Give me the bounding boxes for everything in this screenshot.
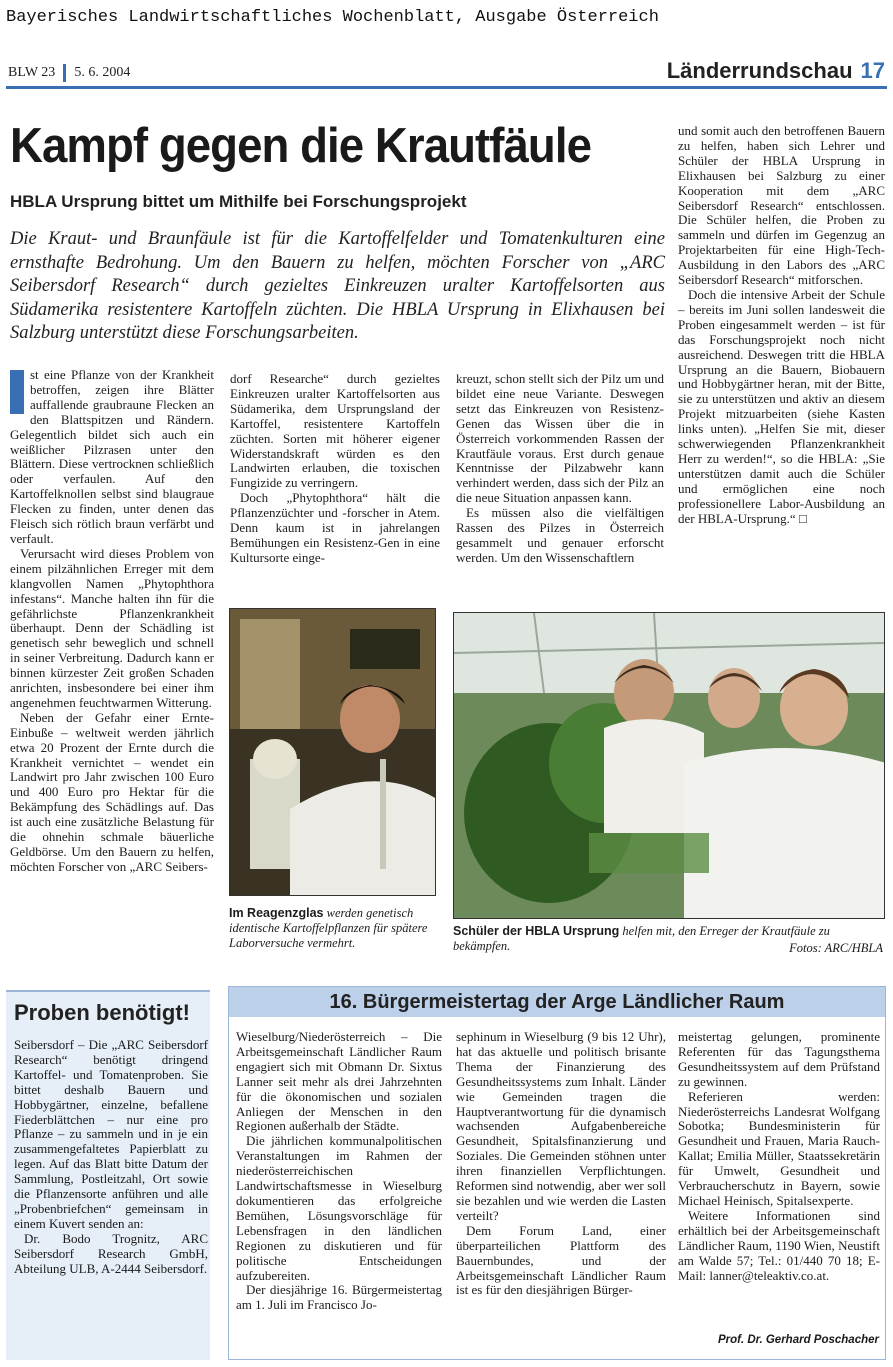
event-paragraph: meistertag gelungen, prominente Referenten für das Tagungsthema Gesundheitssystem auf dem Prüfstand zu gewinnen.: [678, 1029, 880, 1089]
article-subhead: HBLA Ursprung bittet um Mithilfe bei Forschungsprojekt: [10, 192, 467, 211]
event-title: 16. Bürgermeistertag der Arge Ländlicher Raum: [229, 987, 885, 1017]
caption-right-lead: Schüler der HBLA Ursprung: [453, 924, 620, 938]
article-paragraph: und somit auch den betroffenen Bauern zu helfen, haben sich Lehrer und Schüler der HBLA Ursprung in Elixhausen bei Salzburg zu einer Kooperation mit dem „ARC Seibersdorf Research“ entschlossen. Die Schüler helfen, die Proben zu sammeln und dürfen im Gegenzug an Projektarbeiten für eine High-Tech-Ausbildung in den Labors des „ARC Seibersdorf Research“ mitforschen.: [678, 123, 885, 288]
event-paragraph: Referieren werden: Niederösterreichs Landesrat Wolfgang Sobotka; Bundesministerin für Gesundheit und Frauen, Maria Rauch-Kallat; Emilia Müller, Staatssekretärin für Umwelt, Gesundheit und Verbraucherschutz in Bayern, sowie Michael Heinisch, Spitalsexperte.: [678, 1088, 880, 1208]
header-divider: [63, 64, 66, 82]
author-signature: Prof. Dr. Gerhard Poschacher: [717, 1334, 879, 1346]
caption-left-text: werden genetisch identische Kartoffelpflanzen für spätere Laborversuche vermehrt.: [229, 906, 428, 950]
caption-left-lead: Im Reagenzglas: [229, 906, 324, 920]
event-paragraph: Weitere Informationen sind erhältlich bei der Arbeitsgemeinschaft Ländlicher Raum, 1190 Wien, Neustift am Walde 57; Tel.: 01/440 70 18; E-Mail: lanner@teleaktiv.co.at.: [678, 1207, 880, 1283]
article-paragraph: kreuzt, schon stellt sich der Pilz um und bildet eine neue Variante. Deswegen setzt das Einkreuzen von Resistenz-Genen das Wissen über die in Österreich vorkommenden Rassen der Krautfäule voraus. Erst durch genaue Kenntnisse der Pilzabwehr kann verhindert werden, dass sich der Pilz an die neue Situation anpassen kann.: [456, 371, 664, 506]
article-paragraph: Doch die intensive Arbeit der Schule – bereits im Juni sollen landesweit die Proben eingesammelt werden – ist für das Forschungsprojekt noch nicht ausreichend. Deswegen tritt die HBLA Ursprung an die Bauern, Biobauern und Hobbygärtner heran, mit der Bitte, sie zu unterstützen und aktiv an diesem Projekt mitzuarbeiten (siehe Kasten links unten). „Helfen Sie mit, dieser schwerwiegenden Pflanzenkrankheit Herr zu werden!“, so die HBLA: „Sie unterstützen damit auch die Schüler und ermöglichen eine noch professionellere Labor-Ausbildung an der HBLA-Ursprung.“ □: [678, 286, 885, 526]
event-paragraph: Dem Forum Land, einer überparteilichen Plattform des Bauernbundes, und der Arbeitsgemeinschaft Ländlicher Raum ist es für den diesjährigen Bürger-: [456, 1222, 666, 1298]
page-header-right: [667, 58, 885, 84]
article-lead: Die Kraut- und Braunfäule ist für die Kartoffelfelder und Tomatenkulturen eine ernsthafte Bedrohung. Um den Bauern zu helfen, möchten Forscher von „ARC Seibersdorf Research“ durch gezieltes Einkreuzen uralter Kartoffelsorten aus Südamerika resistentere Kartoffeln züchten. Die HBLA Ursprung in Elixhausen bei Salzburg unterstützt diese Forschungsarbeiten.: [10, 229, 665, 343]
article-paragraph: dorf Researche“ durch gezieltes Einkreuzen uralter Kartoffelsorten aus Südamerika, dem Ursprungsland der Kartoffel, resistentere Kartoffeln züchten. Sorten mit höherer eigener Widerstandskraft würden es den Landwirten erlauben, die toxischen Fungizide zu verringern.: [230, 371, 440, 491]
issue-date: 5. 6. 2004: [74, 65, 131, 80]
event-column-2: [456, 1030, 666, 1298]
event-paragraph: Der diesjährige 16. Bürgermeistertag am 1. Juli im Francisco Jo-: [236, 1282, 442, 1313]
article-paragraph: Doch „Phytophthora“ hält die Pflanzenzüchter und -forscher in Atem. Denn kaum ist in jahrelangen Bemühungen ein Resistenz-Gen in eine Kultursorte einge-: [230, 490, 440, 565]
article-paragraph: Neben der Gefahr einer Ernte-Einbuße – weltweit werden jährlich etwa 20 Prozent der Ernte durch die Krankheit vernichtet – wendet ein Landwirt pro Jahr zwischen 100 Euro und 400 Euro pro Hektar für die Bekämpfung des Schädlings auf. Das ist auch eine zusätzliche Belastung für die ohnehin schmale bäuerliche Geldbörse. Um den Bauern zu helfen, möchten Forscher von „ARC Seibers-: [10, 709, 214, 874]
issue-number: BLW 23: [8, 65, 56, 80]
article-paragraph: st eine Pflanze von der Krankheit betroffen, zeigen ihre Blätter auffallende graubraune Flecken an den Blattspitzen und Rändern. Gelegentlich bildet sich auch ein weißlicher Pilzrasen unter den Blättern. Diese vertrocknen schließlich oder verfaulen. Auf den Kartoffelknollen selbst sind blaugraue Flecken zu finden, unter denen das Fleisch sich rötlich braun verfärbt und verfault.: [10, 367, 214, 546]
sample-request-address: Dr. Bodo Trognitz, ARC Seibersdorf Research GmbH, Abteilung ULB, A-2444 Seibersdorf.: [14, 1230, 208, 1276]
sample-request-title: Proben benötigt!: [14, 1000, 190, 1025]
article-headline: Kampf gegen die Krautfäule: [10, 119, 591, 173]
photo-lab-student: [229, 608, 436, 896]
article-paragraph: Es müssen also die vielfältigen Rassen des Pilzes in Österreich gesammelt und genauer erforscht werden. Um den Wissenschaftlern: [456, 505, 664, 565]
event-column-3: [678, 1030, 880, 1283]
sample-request-box: [6, 990, 210, 1360]
caption-right-text: helfen mit, den Erreger der Krautfäule zu bekämpfen.: [453, 924, 830, 953]
sample-request-paragraph: Seibersdorf – Die „ARC Seibersdorf Research“ benötigt dringend Kartoffel- und Tomatenproben. Sie bittet deshalb Bauern und Hobbygärtner, einzelne, befallene Fiederblättchen – nur eine pro Pflanze – zu sammeln und in je ein zusammengefaltetes Papierblatt zu legen. Auf das Blatt bitte Datum der Sammlung, Postleitzahl, Ort sowie die Pflanzensorte anführen und alle „Probenbriefchen“ gemeinsam in einem Kuvert senden an:: [14, 1037, 208, 1231]
photo-credit: Fotos: ARC/HBLA: [789, 941, 883, 955]
event-paragraph: Wieselburg/Niederösterreich – Die Arbeitsgemeinschaft Ländlicher Raum engagiert sich mit Obmann Dr. Sixtus Lanner seit mehr als drei Jahrzehnten für die ökonomischen und sozialen Anliegen der Menschen in den Regionen außerhalb der Städte.: [236, 1029, 442, 1134]
sample-request-text: [14, 1038, 208, 1277]
article-column-2: [230, 372, 440, 566]
source-title: Bayerisches Landwirtschaftliches Wochenblatt, Ausgabe Österreich: [6, 8, 659, 27]
photo-lab-illustration: [230, 609, 436, 896]
page-header-left: [8, 64, 130, 82]
photo-greenhouse-illustration: [454, 613, 885, 919]
drop-cap: [10, 370, 24, 414]
article-column-3: [456, 372, 664, 566]
photo-students-plants: [453, 612, 885, 919]
caption-left: [229, 906, 436, 951]
section-name: Länderrundschau: [666, 58, 853, 83]
header-rule: [6, 86, 887, 89]
event-column-1: [236, 1030, 442, 1313]
article-column-4: [678, 124, 885, 526]
event-paragraph: Die jährlichen kommunalpolitischen Veranstaltungen im Rahmen der niederösterreichischen Landwirtschaftsmesse in Wieselburg dokumentieren das erfolgreiche Bemühen, Lösungsvorschläge für Lebensfragen in den ländlichen Regionen zu diskutieren und für politische Entscheidungen aufzubereiten.: [236, 1133, 442, 1283]
article-paragraph: Verursacht wird dieses Problem von einem pilzähnlichen Erreger mit dem klangvollen Namen „Phytophthora infestans“. Manche halten ihn für die gefährlichste Pflanzenkrankheit überhaupt. Denn der Schädling ist genetisch sehr beweglich und schnell in seiner Verbreitung. Dadurch kann er binnen kürzester Zeit großen Schaden anrichten, insbesondere bei einer ihm angenehmen feuchtwarmen Witterung.: [10, 545, 214, 710]
page-number: 17: [860, 58, 885, 83]
event-paragraph: sephinum in Wieselburg (9 bis 12 Uhr), hat das aktuelle und politisch brisante Thema der Finanzierung des Gesundheitssystems zum Inhalt. Länder wie Gemeinden tragen die Hauptverantwortung für die dynamisch wachsenden Aufgabenbereiche Gesundheit, Spitalsfinanzierung und Soziales. Die Gemeinden stöhnen unter ihren finanziellen Verpflichtungen. Reformen sind notwendig, aber wer soll sie bezahlen und wie werden die Lasten verteilt?: [456, 1029, 666, 1223]
article-column-1: [10, 368, 214, 875]
